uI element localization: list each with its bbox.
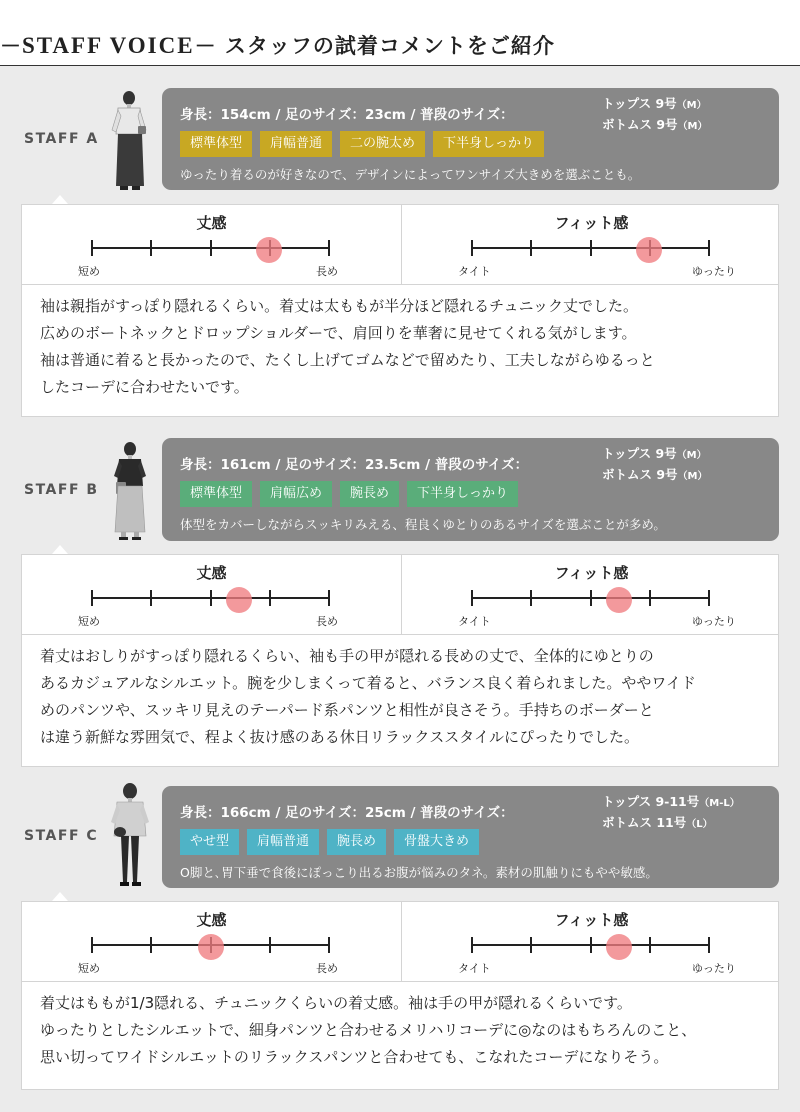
staff-b-fit-box [21,554,779,635]
staff-b-tag: 腕長め [340,481,399,507]
scale-tick [649,937,651,953]
staff-a-label: STAFF A [24,131,99,147]
staff-a-photo [108,90,152,192]
staff-a-tops: トップス 9号 [602,96,677,111]
scale-tick [708,240,710,256]
scale-tick [708,937,710,953]
staff-b-note: 体型をカバーしながらスッキリみえる、程良くゆとりのあるサイズを選ぶことが多め。 [180,517,666,532]
staff-c-pointer [52,892,68,901]
staff-c-photo [108,782,152,890]
staff-b-bottoms: ボトムス 9号 [602,467,678,482]
staff-b-label: STAFF B [24,482,99,498]
fit-marker [636,237,662,263]
staff-b-tops-size: （M） [676,450,707,461]
fit-scale [402,902,781,981]
staff-c-note: O脚と､胃下垂で食後にぽっこり出るお腹が悩みのタネ。素材の肌触りにもやや敏感。 [180,865,658,880]
staff-c-tags [180,829,487,855]
staff-c-usual-sizes [602,792,740,834]
scale-tick [530,590,532,606]
staff-b-comment [21,635,779,767]
fit-scale [402,555,781,634]
title-dash-mid: － [194,34,217,58]
staff-a-fit-box [21,204,779,285]
staff-b-tops: トップス 9号 [602,446,677,461]
fit-left-label: タイト [458,265,491,278]
scale-tick [328,590,330,606]
length-marker [198,934,224,960]
scale-tick [471,240,473,256]
length-right-label: 長め [316,615,338,628]
fit-left-label: タイト [458,962,491,975]
scale-tick [150,240,152,256]
length-scale-title: 丈感 [196,564,227,582]
scale-tick [328,240,330,256]
staff-c-tops-size: （M-L） [699,798,740,809]
fit-marker [606,934,632,960]
staff-a-tag: 二の腕太め [340,131,425,157]
staff-c-stats: 身長：166cm / 足のサイズ：25cm / 普段のサイズ： [180,805,514,821]
comment-line: めのパンツや、スッキリ見えのテーパード系パンツと相性が良さそう。手持ちのボーダーと [40,701,654,719]
fit-right-label: ゆったり [692,615,736,628]
length-left-label: 短め [78,615,100,628]
title-english: STAFF VOICE [22,33,195,58]
comment-line: 袖は親指がすっぽり隠れるくらい。着丈は太ももが半分ほど隠れるチュニック丈でした。 [40,297,639,315]
staff-c-tag: やせ型 [180,829,239,855]
scale-tick [530,937,532,953]
comment-line: 思い切ってワイドシルエットのリラックスパンツと合わせても、こなれたコーデになりそう。 [40,1048,669,1066]
comment-line: 着丈はおしりがすっぽり隠れるくらい、袖も手の甲が隠れる長めの丈で、全体的にゆとりの [40,647,654,665]
scale-tick [590,590,592,606]
length-marker [256,237,282,263]
staff-a-tag: 肩幅普通 [260,131,332,157]
staff-b-tag: 標準体型 [180,481,252,507]
staff-b-pointer [52,545,68,554]
staff-b-stats: 身長：161cm / 足のサイズ：23.5cm / 普段のサイズ： [180,457,529,473]
staff-a-tag: 下半身しっかり [433,131,544,157]
staff-a-pointer [52,195,68,204]
comment-line: したコーデに合わせたいです。 [40,378,249,396]
title-japanese: スタッフの試着コメントをご紹介 [224,34,555,58]
length-right-label: 長め [316,962,338,975]
staff-c-profile [162,786,779,888]
staff-b-usual-sizes [602,444,708,486]
comment-line: あるカジュアルなシルエット。腕を少しまくって着ると、バランス良く着られました。ややワイド [40,674,696,692]
scale-tick [530,240,532,256]
staff-b-tag: 下半身しっかり [407,481,518,507]
section-header [0,0,800,66]
section-title [0,30,555,60]
staff-c-bottoms: ボトムス 11号 [602,815,687,830]
scale-tick [91,937,93,953]
scale-tick [708,590,710,606]
fit-left-label: タイト [458,615,491,628]
staff-a-tag: 標準体型 [180,131,252,157]
comment-line: 袖は普通に着ると長かったので、たくし上げてゴムなどで留めたり、工夫しながらゆるっと [40,351,655,369]
comment-line: ゆったりとしたシルエットで、細身パンツと合わせるメリハリコーデに◎なのはもちろんのこと、 [40,1021,697,1039]
length-scale-title: 丈感 [196,911,227,929]
staff-c-fit-box [21,901,779,982]
fit-right-label: ゆったり [692,962,736,975]
staff-c-label: STAFF C [24,828,99,844]
staff-c-comment [21,982,779,1090]
scale-tick [91,240,93,256]
staff-c-tops: トップス 9-11号 [602,794,700,809]
scale-tick [210,590,212,606]
staff-a-stats: 身長：154cm / 足のサイズ：23cm / 普段のサイズ： [180,107,514,123]
length-scale [22,902,401,981]
staff-b-photo [108,440,152,542]
staff-a-tags [180,131,552,157]
comment-line: 広めのボートネックとドロップショルダーで、肩回りを華奢に見せてくれる気がします。 [40,324,637,342]
scale-tick [269,590,271,606]
staff-c-tag: 肩幅普通 [247,829,319,855]
fit-right-label: ゆったり [692,265,736,278]
staff-a-bottoms-size: （M） [677,121,708,132]
fit-scale-title: フィット感 [554,564,629,582]
staff-b-tag: 肩幅広め [260,481,332,507]
staff-a-comment [21,285,779,417]
comment-line: は違う新鮮な雰囲気で、程よく抜け感のある休日リラックススタイルにぴったりでした。 [40,728,639,746]
staff-b-bottoms-size: （M） [677,471,708,482]
scale-tick [91,590,93,606]
scale-tick [210,240,212,256]
scale-tick [150,937,152,953]
scale-tick [269,937,271,953]
scale-tick [590,937,592,953]
scale-tick [328,937,330,953]
staff-a-profile [162,88,779,190]
staff-c-bottoms-size: （L） [686,819,713,830]
length-scale-title: 丈感 [196,214,227,232]
length-scale [22,555,401,634]
scale-tick [150,590,152,606]
length-left-label: 短め [78,265,100,278]
fit-scale-title: フィット感 [554,214,629,232]
fit-marker [606,587,632,613]
scale-tick [471,590,473,606]
staff-a-bottoms: ボトムス 9号 [602,117,678,132]
length-right-label: 長め [316,265,338,278]
staff-c-tag: 腕長め [327,829,386,855]
fit-scale-title: フィット感 [554,911,629,929]
title-dash-left: － [0,34,22,58]
staff-c-tag: 骨盤大きめ [394,829,479,855]
scale-tick [471,937,473,953]
comment-line: 着丈はももが1/3隠れる、チュニックくらいの着丈感。袖は手の甲が隠れるくらいです。 [40,994,632,1012]
length-left-label: 短め [78,962,100,975]
staff-a-usual-sizes [602,94,708,136]
scale-tick [649,590,651,606]
fit-scale [402,205,781,284]
staff-b-profile [162,438,779,541]
staff-b-tags [180,481,526,507]
length-scale [22,205,401,284]
scale-tick [590,240,592,256]
length-marker [226,587,252,613]
staff-a-note: ゆったり着るのが好きなので、デザインによってワンサイズ大きめを選ぶことも。 [180,167,641,182]
staff-a-tops-size: （M） [676,100,707,111]
